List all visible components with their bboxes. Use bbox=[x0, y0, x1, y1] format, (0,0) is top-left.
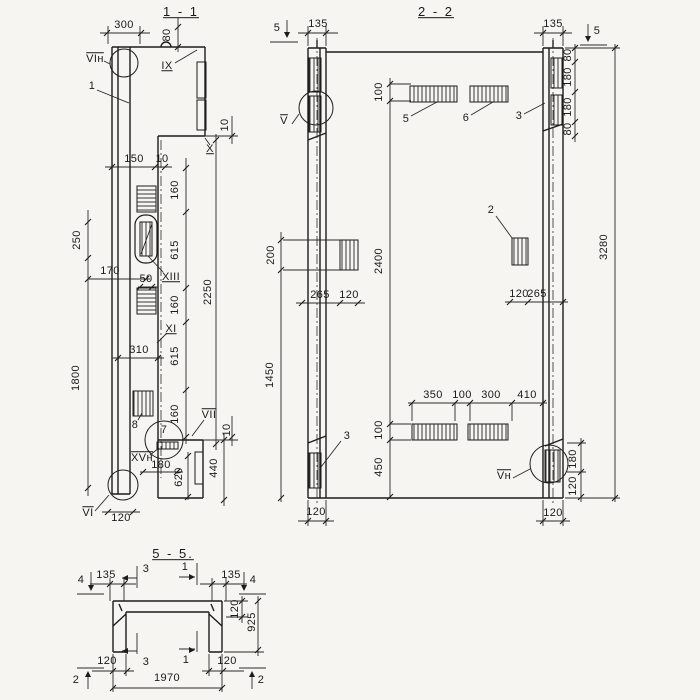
dim-50: 50 bbox=[139, 273, 153, 286]
dim-100-top: 100 bbox=[373, 82, 386, 102]
dim-620: 620 bbox=[173, 467, 186, 487]
dim-250: 250 bbox=[71, 230, 84, 250]
dim-10-top: 10 bbox=[219, 118, 232, 132]
dim-10-step: 10 bbox=[155, 153, 169, 166]
detail-label-vi-n: VIн bbox=[86, 53, 104, 66]
dim-10-bottom: 10 bbox=[221, 423, 234, 437]
cut-marker-4-left: 4 bbox=[77, 574, 85, 587]
cut-marker-5-left: 5 bbox=[273, 22, 281, 35]
position-label-5: 5 bbox=[402, 113, 410, 126]
dim-160-1: 160 bbox=[169, 180, 182, 200]
dim-265-left: 265 bbox=[310, 289, 330, 302]
dim-350: 350 bbox=[423, 389, 443, 402]
view-label-xi: XI bbox=[165, 323, 177, 336]
dim-120-right: 120 bbox=[509, 288, 529, 301]
cut-marker-2-left: 2 bbox=[72, 674, 80, 687]
cut-marker-3-bottom: 3 bbox=[142, 656, 150, 669]
position-label-3-top: 3 bbox=[515, 110, 523, 123]
dim-135-left: 135 bbox=[308, 18, 328, 31]
dim-80-1: 80 bbox=[562, 48, 575, 62]
dim-180-2: 180 bbox=[562, 97, 575, 117]
section-title-1-1: 1 - 1 bbox=[162, 4, 200, 20]
dim-440: 440 bbox=[208, 458, 221, 478]
section-title-2-2: 2 - 2 bbox=[417, 4, 455, 20]
detail-label-v: $\overline{V}$ bbox=[280, 115, 288, 128]
section-title-5-5: 5 - 5. bbox=[152, 546, 194, 562]
dim-1970: 1970 bbox=[153, 672, 181, 685]
dim-135-right-55: 135 bbox=[221, 569, 241, 582]
view-label-ix: IX bbox=[161, 60, 173, 73]
dim-925: 925 bbox=[246, 612, 259, 632]
dim-135-left-55: 135 bbox=[96, 569, 116, 582]
dim-3280: 3280 bbox=[598, 233, 611, 261]
dim-120-left: 120 bbox=[339, 289, 359, 302]
dim-120-bottom-right-55: 120 bbox=[217, 655, 237, 668]
dim-310: 310 bbox=[129, 344, 149, 357]
dim-450: 450 bbox=[373, 457, 386, 477]
cut-marker-5-right: 5 bbox=[593, 25, 601, 38]
dim-615-2: 615 bbox=[169, 346, 182, 366]
dim-120: 120 bbox=[111, 512, 131, 525]
dim-80-2: 80 bbox=[562, 122, 575, 136]
dim-300-2: 300 bbox=[481, 389, 501, 402]
dim-2400: 2400 bbox=[373, 247, 386, 275]
drawing-lines bbox=[77, 18, 620, 692]
dim-2250: 2250 bbox=[202, 278, 215, 306]
dim-80: 80 bbox=[161, 28, 174, 42]
cut-marker-3-top: 3 bbox=[142, 563, 150, 576]
dim-615-1: 615 bbox=[169, 240, 182, 260]
dim-100-bottom: 100 bbox=[452, 389, 472, 402]
position-label-3-bottom: 3 bbox=[343, 430, 351, 443]
dim-180-1: 180 bbox=[562, 67, 575, 87]
dim-100-mid: 100 bbox=[373, 420, 386, 440]
position-label-1: 1 bbox=[88, 80, 96, 93]
dim-160-3: 160 bbox=[169, 404, 182, 424]
dim-150: 150 bbox=[124, 153, 144, 166]
position-label-8: 8 bbox=[131, 419, 139, 432]
position-label-7: 7 bbox=[160, 424, 168, 437]
cut-marker-1-top: 1 bbox=[181, 561, 189, 574]
view-label-xiii: XIII bbox=[161, 271, 181, 284]
dim-170: 170 bbox=[100, 265, 120, 278]
dim-300: 300 bbox=[114, 19, 134, 32]
view-label-x: X bbox=[206, 143, 214, 156]
dim-120-bottom-right: 120 bbox=[543, 507, 563, 520]
dim-160-2: 160 bbox=[169, 295, 182, 315]
dim-265-right: 265 bbox=[527, 288, 547, 301]
dim-1800: 1800 bbox=[70, 364, 83, 392]
dim-120-bottom-left-55: 120 bbox=[97, 655, 117, 668]
cut-marker-4-right: 4 bbox=[249, 574, 257, 587]
dim-120-3: 120 bbox=[567, 476, 580, 496]
cut-marker-2-right: 2 bbox=[257, 674, 265, 687]
position-label-6: 6 bbox=[462, 112, 470, 125]
dim-180: 180 bbox=[151, 459, 171, 472]
detail-label-v-n: Vн bbox=[496, 470, 512, 483]
dim-410: 410 bbox=[517, 389, 537, 402]
detail-label-vi: $\overline{VI}$ bbox=[82, 507, 94, 520]
view-label-xv-n: XVн bbox=[131, 452, 153, 465]
dim-200: 200 bbox=[265, 245, 278, 265]
dim-120-bottom-left: 120 bbox=[306, 506, 326, 519]
view-label-vii: $\overline{VII}$ bbox=[201, 409, 217, 422]
position-label-2: 2 bbox=[487, 204, 495, 217]
dim-135-right: 135 bbox=[543, 18, 563, 31]
dim-120-thickness: 120 bbox=[229, 599, 242, 619]
cut-marker-1-bottom: 1 bbox=[182, 654, 190, 667]
dim-1450: 1450 bbox=[264, 361, 277, 389]
dim-180-3: 180 bbox=[567, 449, 580, 469]
